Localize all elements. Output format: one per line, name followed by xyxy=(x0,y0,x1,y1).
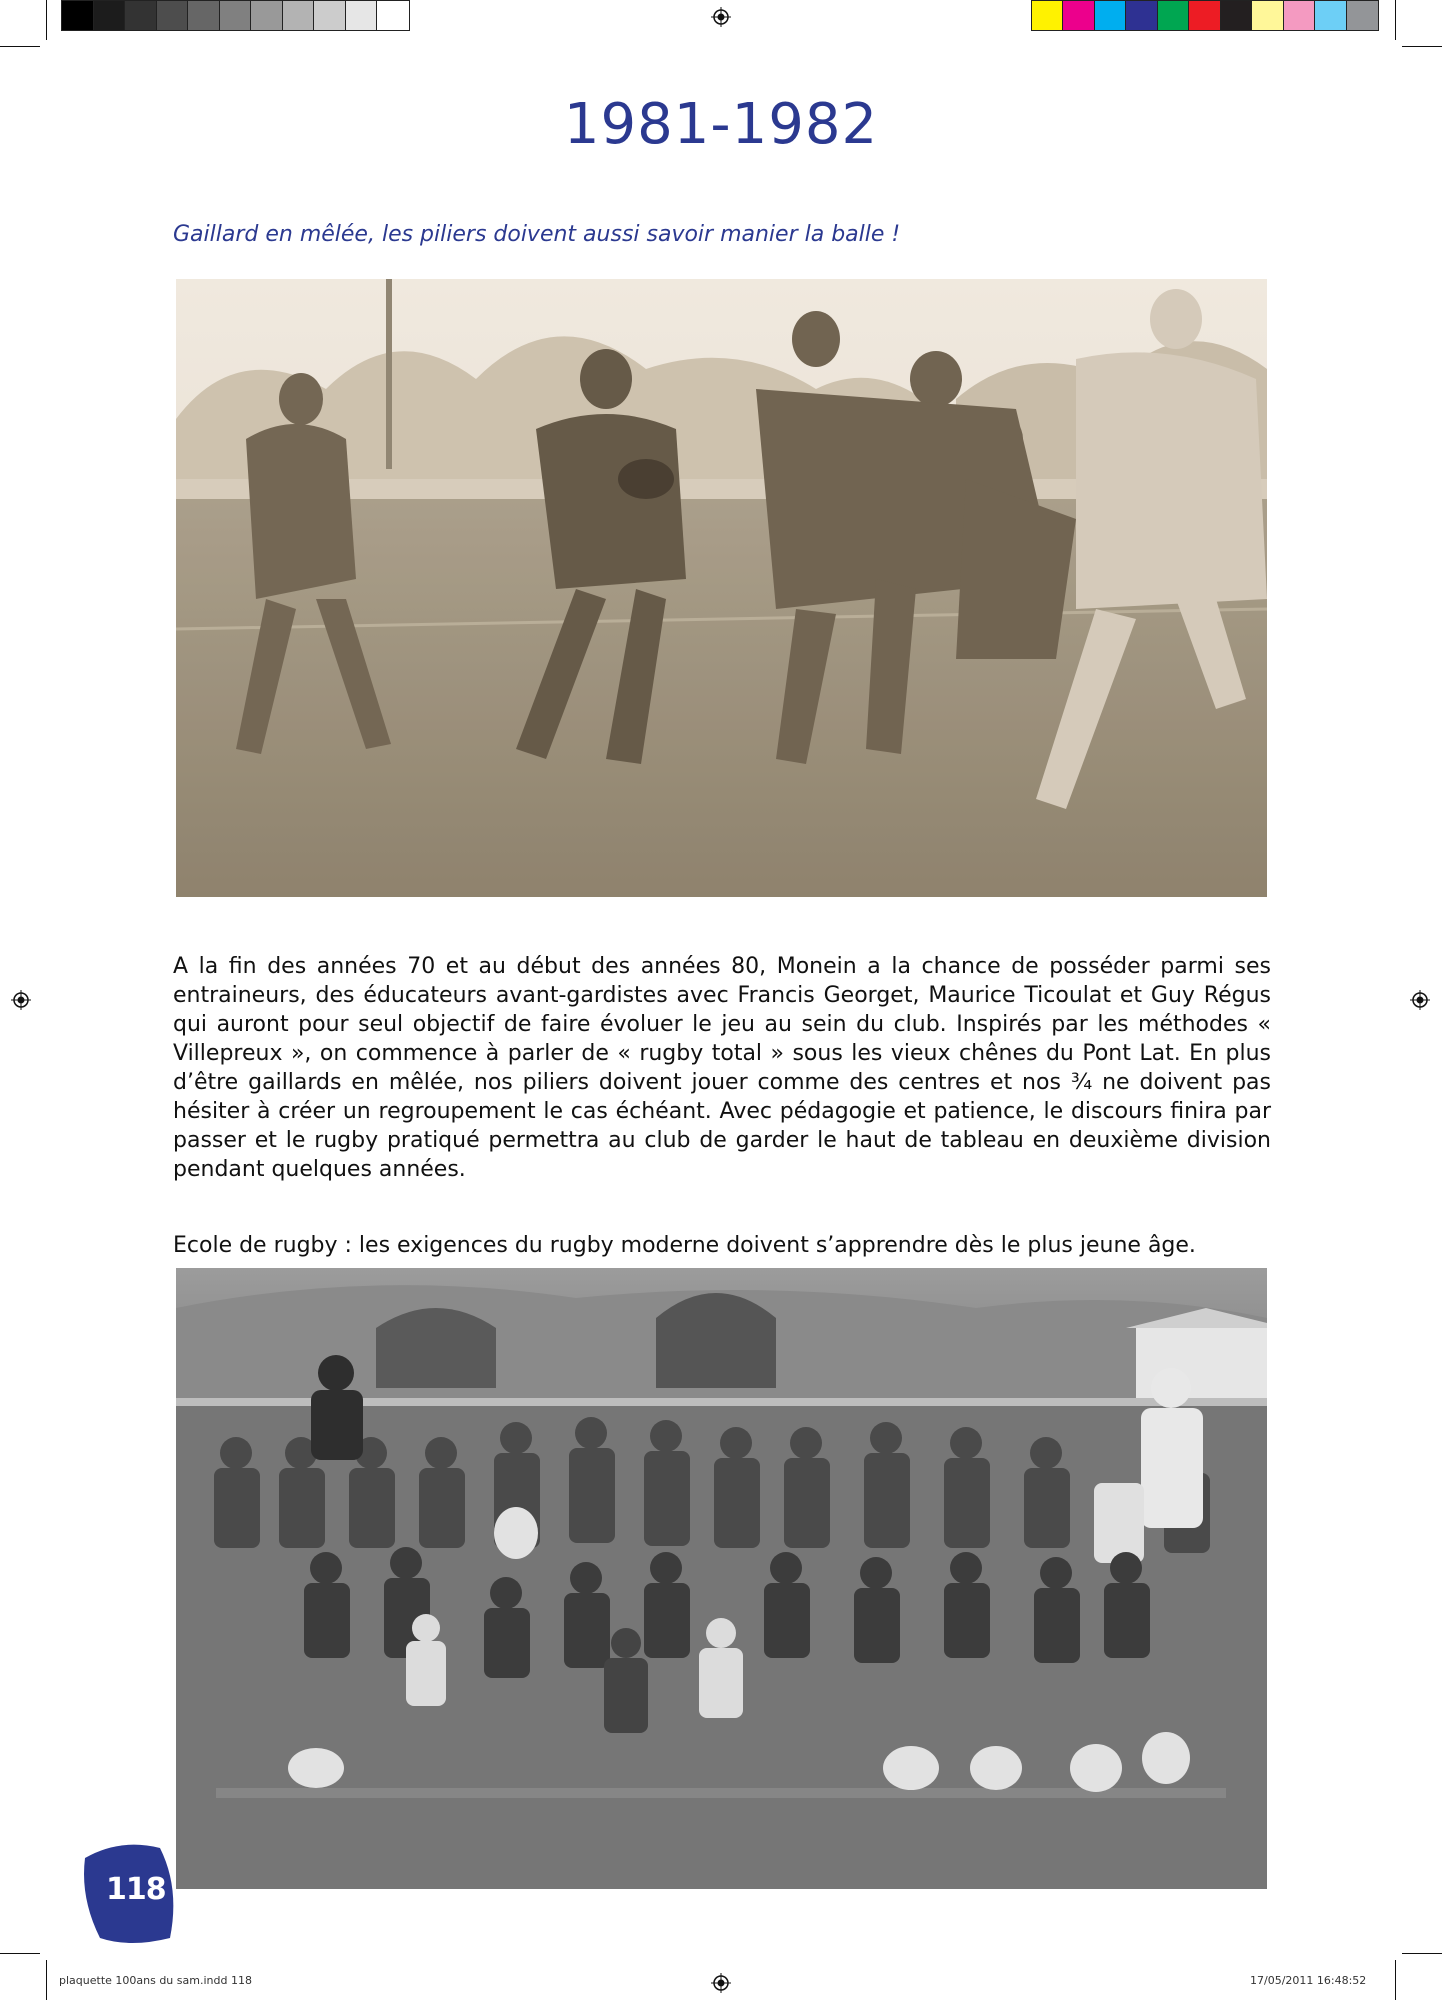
match-photo-image xyxy=(176,279,1267,897)
gray-color-bar xyxy=(61,0,410,31)
photo-caption-bottom: Ecole de rugby : les exigences du rugby moderne doivent s’apprendre dès le plus jeune âge. xyxy=(173,1233,1196,1258)
page-title: 1981-1982 xyxy=(563,92,879,157)
photo-caption-top: Gaillard en mêlée, les piliers doivent aussi savoir manier la balle ! xyxy=(173,222,901,247)
crop-mark xyxy=(1402,46,1442,47)
file-slug: plaquette 100ans du sam.indd 118 xyxy=(59,1974,252,1987)
crop-mark xyxy=(0,46,40,47)
color-swatch xyxy=(1347,1,1378,30)
color-swatch xyxy=(1126,1,1157,30)
color-swatch xyxy=(1284,1,1315,30)
team-photo xyxy=(176,1268,1267,1889)
color-swatch xyxy=(1032,1,1063,30)
registration-mark-icon xyxy=(711,7,731,27)
color-swatch xyxy=(125,1,157,30)
registration-mark-icon xyxy=(11,990,31,1010)
color-swatch xyxy=(346,1,378,30)
cmyk-color-bar xyxy=(1031,0,1379,31)
crop-mark xyxy=(46,0,47,40)
color-swatch xyxy=(62,1,94,30)
color-swatch xyxy=(1063,1,1094,30)
color-swatch xyxy=(188,1,220,30)
match-photo xyxy=(176,279,1267,897)
color-swatch xyxy=(377,1,409,30)
crop-mark xyxy=(0,1953,40,1954)
crop-mark xyxy=(46,1960,47,2000)
color-swatch xyxy=(94,1,126,30)
color-swatch xyxy=(283,1,315,30)
color-swatch xyxy=(1315,1,1346,30)
color-swatch xyxy=(1095,1,1126,30)
registration-mark-icon xyxy=(711,1973,731,1993)
registration-mark-icon xyxy=(1410,990,1430,1010)
page-number: 118 xyxy=(106,1872,166,1907)
color-swatch xyxy=(1221,1,1252,30)
color-swatch xyxy=(1158,1,1189,30)
color-swatch xyxy=(314,1,346,30)
color-swatch xyxy=(157,1,189,30)
team-photo-image xyxy=(176,1268,1267,1889)
color-swatch xyxy=(220,1,252,30)
crop-mark xyxy=(1395,0,1396,40)
date-slug: 17/05/2011 16:48:52 xyxy=(1250,1974,1367,1987)
page-number-tab xyxy=(80,1838,180,1948)
color-swatch xyxy=(1252,1,1283,30)
crop-mark xyxy=(1402,1953,1442,1954)
body-paragraph: A la fin des années 70 et au début des années 80, Monein a la chance de posséder parmi ses entraineurs, des éducateurs avant-gardistes avec Francis Georget, Maurice Ticoulat et Guy Régus qui auront pour seul objectif de faire évoluer le jeu au sein du club. Inspirés par les méthodes « Villepreux », on commence à parler de « rugby total » sous les vieux chênes du Pont Lat. En plus d’être gaillards en mêlée, nos piliers doivent jouer comme des centres et nos ¾ ne doivent pas hésiter à créer un regroupement le cas échéant. Avec pédagogie et patience, le discours finira par passer et le rugby pratiqué permettra au club de garder le haut de tableau en deuxième division pendant quelques années. xyxy=(173,954,1271,1182)
color-swatch xyxy=(1189,1,1220,30)
color-swatch xyxy=(251,1,283,30)
crop-mark xyxy=(1395,1960,1396,2000)
